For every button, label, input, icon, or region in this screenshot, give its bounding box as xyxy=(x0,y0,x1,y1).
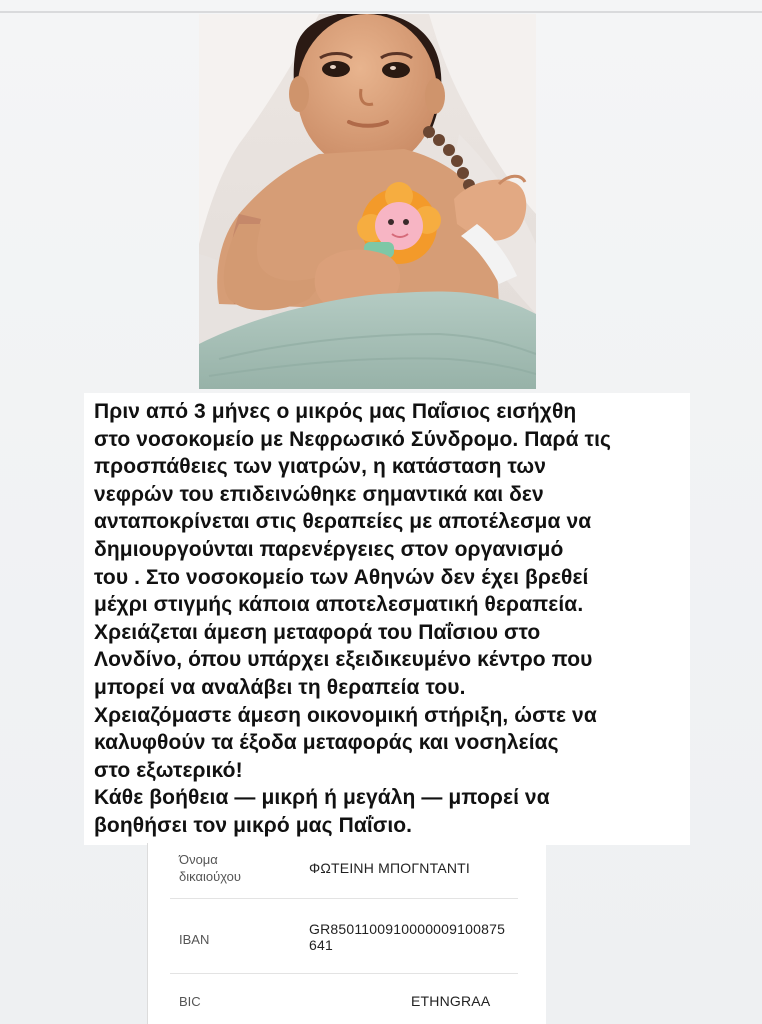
caption-line: Λονδίνο, όπου υπάρχει εξειδικευμένο κέντρο που xyxy=(94,648,593,672)
holder-value[interactable]: ΦΩΤΕΙΝΗ ΜΠΟΓΝΤΑΝΤΙ xyxy=(309,860,471,876)
top-divider xyxy=(0,11,762,13)
bank-details-card xyxy=(147,843,546,1024)
bic-value[interactable]: ETHNGRAA xyxy=(411,993,491,1009)
row-divider xyxy=(170,898,518,899)
caption-line: δημιουργούνται παρενέργειες στον οργανισμό xyxy=(94,537,564,561)
holder-label: Όνομα δικαιούχου xyxy=(179,852,242,884)
caption-line: καλυφθούν τα έξοδα μεταφοράς και νοσηλείας xyxy=(94,731,559,755)
caption-line: μέχρι στιγμής κάποια αποτελεσματική θεραπεία. xyxy=(94,593,584,617)
caption-line: προσπάθειες των γιατρών, η κατάσταση των xyxy=(94,455,547,479)
caption-line: στο εξωτερικό! xyxy=(94,758,243,782)
child-photo xyxy=(199,14,536,389)
iban-value[interactable]: GR8501100910000009100875641 xyxy=(309,921,506,953)
caption-line: Κάθε βοήθεια — μικρή ή μεγάλη — μπορεί να xyxy=(94,786,550,810)
caption-line: Πριν από 3 μήνες ο μικρός μας Παΐσιος εισήχθη xyxy=(94,400,577,423)
caption-line: μπορεί να αναλάβει τη θεραπεία του. xyxy=(94,675,466,699)
caption-line: Χρειάζεται άμεση μεταφορά του Παΐσιου στο xyxy=(94,620,541,644)
iban-label: IBAN xyxy=(179,932,210,947)
caption-line: Χρειαζόμαστε άμεση οικονομική στήριξη, ώστε να xyxy=(94,703,597,727)
caption-line: στο νοσοκομείο με Νεφρωσικό Σύνδρομο. Παρά τις xyxy=(94,427,612,451)
row-divider xyxy=(170,973,518,974)
appeal-caption xyxy=(94,398,686,840)
caption-line: του . Στο νοσοκομείο των Αθηνών δεν έχει βρεθεί xyxy=(94,565,589,589)
bic-label: BIC xyxy=(179,994,201,1009)
caption-line: βοηθήσει τον μικρό μας Παΐσιο. xyxy=(94,813,413,837)
caption-line: ανταποκρίνεται στις θεραπείες με αποτέλεσμα να xyxy=(94,510,592,534)
caption-line: νεφρών του επιδεινώθηκε σημαντικά και δεν xyxy=(94,482,544,506)
